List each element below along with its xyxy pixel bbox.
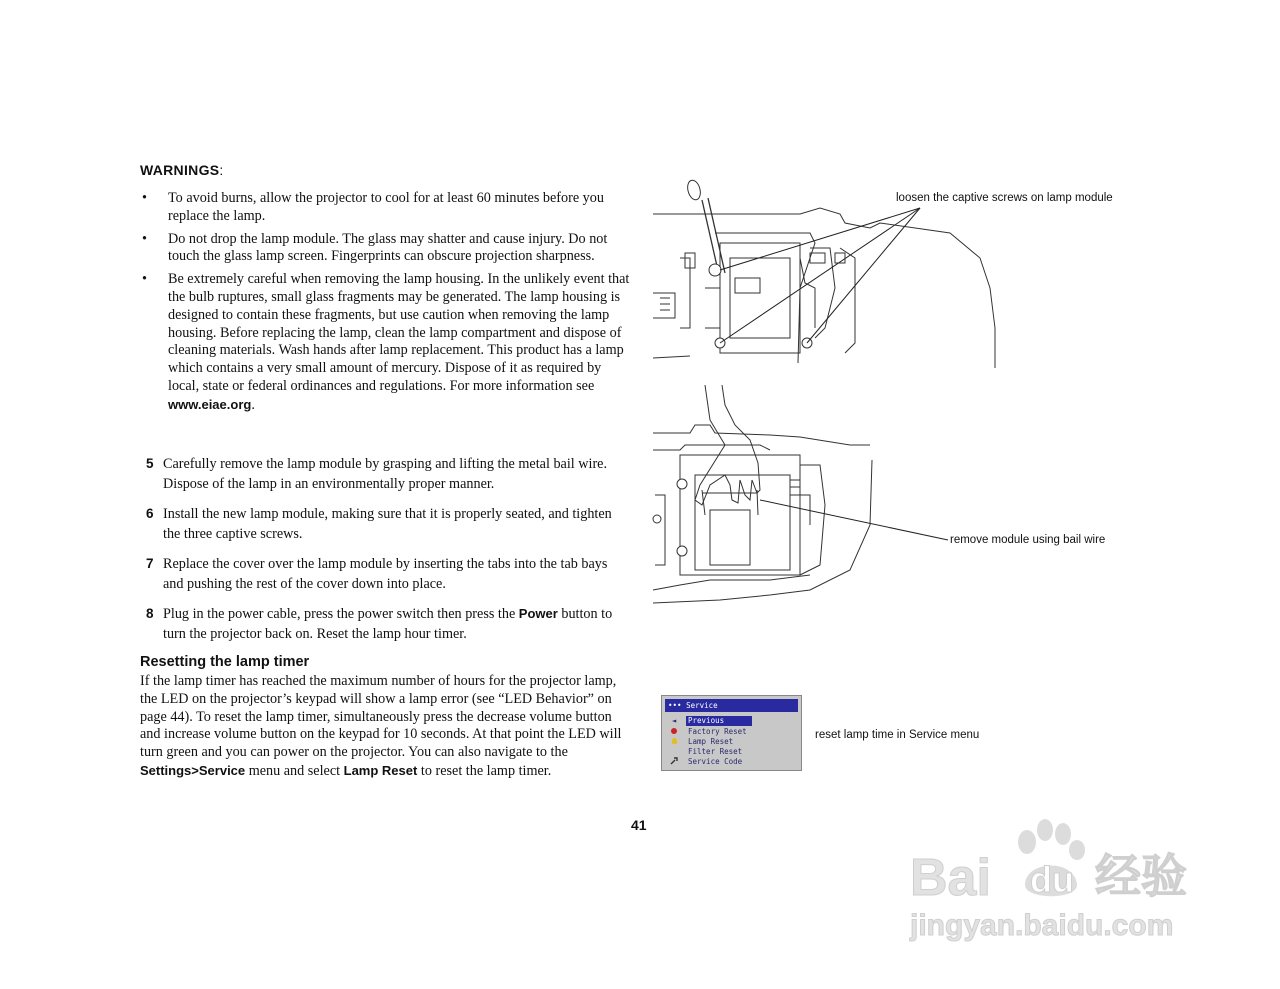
menu-dots-icon: •••	[668, 701, 682, 710]
lightbulb-icon	[668, 737, 680, 747]
wrench-icon	[668, 757, 680, 768]
menu-item-service-code[interactable]	[668, 757, 796, 767]
service-menu-title: Service	[686, 701, 718, 710]
eiae-link[interactable]: www.eiae.org	[168, 396, 252, 412]
step-number: 6	[146, 506, 154, 521]
list-item	[140, 231, 630, 267]
reset-text: to reset the lamp timer.	[417, 762, 552, 779]
step-number: 5	[146, 456, 154, 471]
reset-text: If the lamp timer has reached the maximum number of hours for the projector lamp, the LED on the projector’s keypad will show a lamp error (see “LED Behavior” on page 44). To reset the lamp timer, simultaneously press the decrease volume button and increase volume button on the keypad for 10 seconds. At that point the LED will turn green and you can power on the projector. You can also navigate to the	[140, 673, 622, 761]
list-item	[140, 271, 630, 414]
reset-heading: Resetting the lamp timer	[140, 654, 310, 670]
settings-service-term: Settings>Service	[140, 762, 246, 778]
svg-text:Bai: Bai	[910, 849, 991, 907]
warnings-list	[140, 190, 630, 420]
menu-item-label: Service Code	[688, 757, 743, 766]
caption-bail-wire: remove module using bail wire	[950, 534, 1106, 546]
svg-text:du: du	[1030, 859, 1074, 900]
step-text: Plug in the power cable, press the power switch then press the	[163, 606, 519, 622]
bullet-marker: •	[142, 190, 147, 206]
warning-text: Be extremely careful when removing the lamp housing. In the unlikely event that the bulb ruptures, small glass fragments may be generated. The lamp housing is designed to contain these fragments, but use caution when removing the lamp housing. Before replacing the lamp, clean the lamp compartment and dispose of cleaning materials. Wash hands after lamp replacement. This product has a lamp which contains a very small amount of mercury. Dispose of it as required by local, state or federal ordinances and regulations. For more information see	[168, 271, 630, 394]
reset-paragraph	[140, 673, 630, 781]
menu-item-label: Factory Reset	[688, 727, 747, 736]
menu-item-label: Previous	[686, 716, 752, 726]
step-item	[140, 554, 630, 594]
svg-text:jingyan.baidu.com: jingyan.baidu.com	[910, 909, 1174, 942]
lamp-removal-illustration	[650, 385, 1120, 610]
step-text: button to turn the projector back on. Reset the lamp hour timer.	[163, 606, 613, 642]
warnings-title: WARNINGS	[140, 162, 220, 178]
page-number: 41	[631, 817, 647, 833]
lamp-reset-term: Lamp Reset	[343, 762, 418, 778]
step-text: Replace the cover over the lamp module by inserting the tabs into the tab bays and pushing the rest of the cover down into place.	[163, 556, 608, 592]
step-number: 8	[146, 606, 154, 621]
svg-text:经验: 经验	[1095, 849, 1187, 903]
service-menu-screenshot	[661, 695, 802, 771]
arrow-left-icon: ◄	[671, 716, 677, 725]
warnings-colon: :	[219, 162, 224, 178]
menu-item-filter-reset[interactable]	[668, 747, 796, 757]
list-item	[140, 190, 630, 226]
step-text: Install the new lamp module, making sure that it is properly seated, and tighten the three captive screws.	[163, 506, 612, 542]
service-menu-titlebar	[665, 699, 798, 712]
step-text: Carefully remove the lamp module by grasping and lifting the metal bail wire. Dispose of the lamp in an environmentally proper manner.	[163, 456, 608, 492]
link-suffix: .	[251, 396, 255, 413]
bullet-marker: •	[142, 230, 147, 247]
menu-item-lamp-reset[interactable]	[668, 737, 796, 747]
steps-list	[140, 454, 630, 654]
reset-text: menu and select	[245, 762, 344, 779]
lamp-screws-illustration	[650, 178, 1130, 373]
caption-loosen-screws: loosen the captive screws on lamp module	[896, 192, 1113, 204]
menu-item-label: Filter Reset	[688, 747, 743, 756]
warning-text: Do not drop the lamp module. The glass may shatter and cause injury. Do not touch the glass lamp screen. Fingerprints can obscure projection sharpness.	[168, 230, 608, 265]
menu-item-previous[interactable]	[668, 716, 796, 726]
caption-service-menu: reset lamp time in Service menu	[815, 729, 980, 741]
step-item	[140, 604, 630, 644]
power-term: Power	[518, 606, 558, 621]
baidu-watermark-logo	[905, 800, 1205, 950]
step-item	[140, 454, 630, 494]
menu-item-factory-reset[interactable]	[668, 727, 796, 737]
red-dot-icon	[668, 727, 680, 737]
step-item	[140, 504, 630, 544]
step-number: 7	[146, 556, 154, 571]
bullet-marker: •	[142, 271, 147, 288]
warning-text: To avoid burns, allow the projector to cool for at least 60 minutes before you replace the lamp.	[168, 190, 604, 224]
menu-item-label: Lamp Reset	[688, 737, 734, 746]
warnings-heading	[140, 162, 223, 178]
